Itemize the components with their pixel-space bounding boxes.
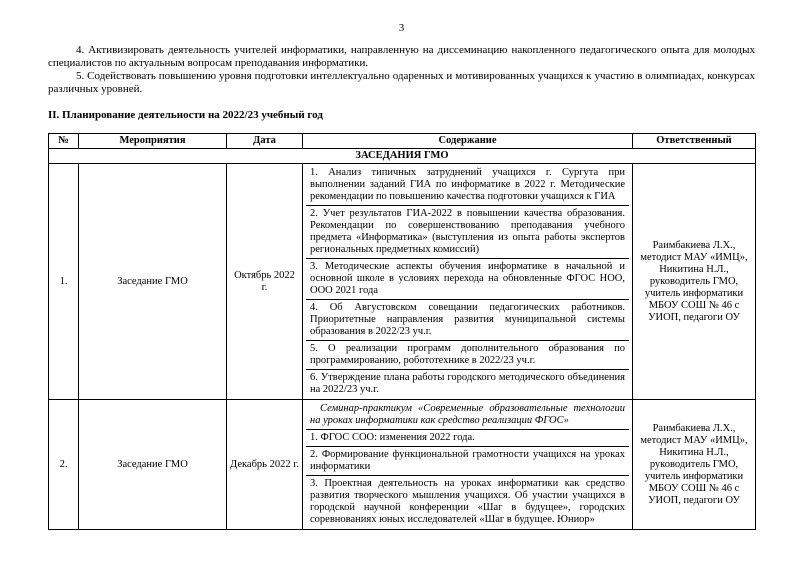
col-header-num: № [49,134,79,149]
date-cell: Октябрь 2022 г. [227,164,303,400]
content-item: 6. Утверждение плана работы городского методического объединения на 2022/23 уч.г. [310,372,625,395]
content-item: 4. Об Августовском совещании педагогических работников. Приоритетные направления развития муниципальной системы образования в 2022/23 уч.г. [306,300,629,341]
content-cell [303,400,633,530]
table-group-title: ЗАСЕДАНИЯ ГМО [49,149,756,164]
col-header-event: Мероприятия [79,134,227,149]
event-cell: Заседание ГМО [79,164,227,400]
content-item: 2. Формирование функциональной грамотности учащихся на уроках информатики [306,447,629,476]
content-item: 2. Учет результатов ГИА-2022 в повышении качества образования. Рекомендации по совершенствованию преподавания учебного предмета «Информатика» (выступления из опыта работы экспертов региональных предметных комиссий) [306,206,629,259]
row-number: 1. [49,164,79,400]
plan-table [48,133,756,530]
seminar-title: Семинар-практикум «Современные образовательные технологии на уроках информатики как средство реализации ФГОС» [306,401,629,430]
responsible-cell: Раимбакиева Л.Х., методист МАУ «ИМЦ», Никитина Н.Л., руководитель ГМО, учитель информатики МБОУ СОШ № 46 с УИОП, педагоги ОУ [633,400,756,530]
event-cell: Заседание ГМО [79,400,227,530]
section-heading: II. Планирование деятельности на 2022/23 учебный год [48,109,323,121]
intro-paragraph-5: 5. Содействовать повышению уровня подготовки интеллектуально одаренных и мотивированных учащихся к участию в олимпиадах, конкурсах различных уровней. [48,70,755,95]
table-header-row [49,134,756,149]
intro-paragraph-4: 4. Активизировать деятельность учителей информатики, направленную на диссеминацию накопленного педагогического опыта для молодых специалистов по актуальным вопросам преподавания информатики. [48,44,755,69]
col-header-content: Содержание [303,134,633,149]
responsible-cell: Раимбакиева Л.Х., методист МАУ «ИМЦ», Никитина Н.Л., руководитель ГМО, учитель информатики МБОУ СОШ № 46 с УИОП, педагоги ОУ [633,164,756,400]
table-group-row [49,149,756,164]
content-item: 1. ФГОС СОО: изменения 2022 года. [306,430,629,447]
table-row-1 [49,164,756,400]
content-cell [303,164,633,400]
date-cell: Декабрь 2022 г. [227,400,303,530]
content-item: 1. Анализ типичных затруднений учащихся г. Сургута при выполнении заданий ГИА по информатике в 2022 г. Методические рекомендации по повышению качества подготовки учащихся к ГИА [306,165,629,206]
content-item: 3. Методические аспекты обучения информатике в начальной и основной школе в условиях перехода на обновленные ФГОС НОО, ООО 2021 года [306,259,629,300]
content-item: 3. Проектная деятельность на уроках информатики как средство развития творческого мышления учащихся. Об участии учащихся в городской научной конференции «Шаг в будущее», городских соревнованиях юных исследователей «Шаг в будущее. Юниор» [310,478,625,525]
col-header-responsible: Ответственный [633,134,756,149]
page-number: 3 [398,22,405,34]
row-number: 2. [49,400,79,530]
table-row-2 [49,400,756,530]
col-header-date: Дата [227,134,303,149]
content-item: 5. О реализации программ дополнительного образования по программированию, робототехнике в 2022/23 уч.г. [306,341,629,370]
